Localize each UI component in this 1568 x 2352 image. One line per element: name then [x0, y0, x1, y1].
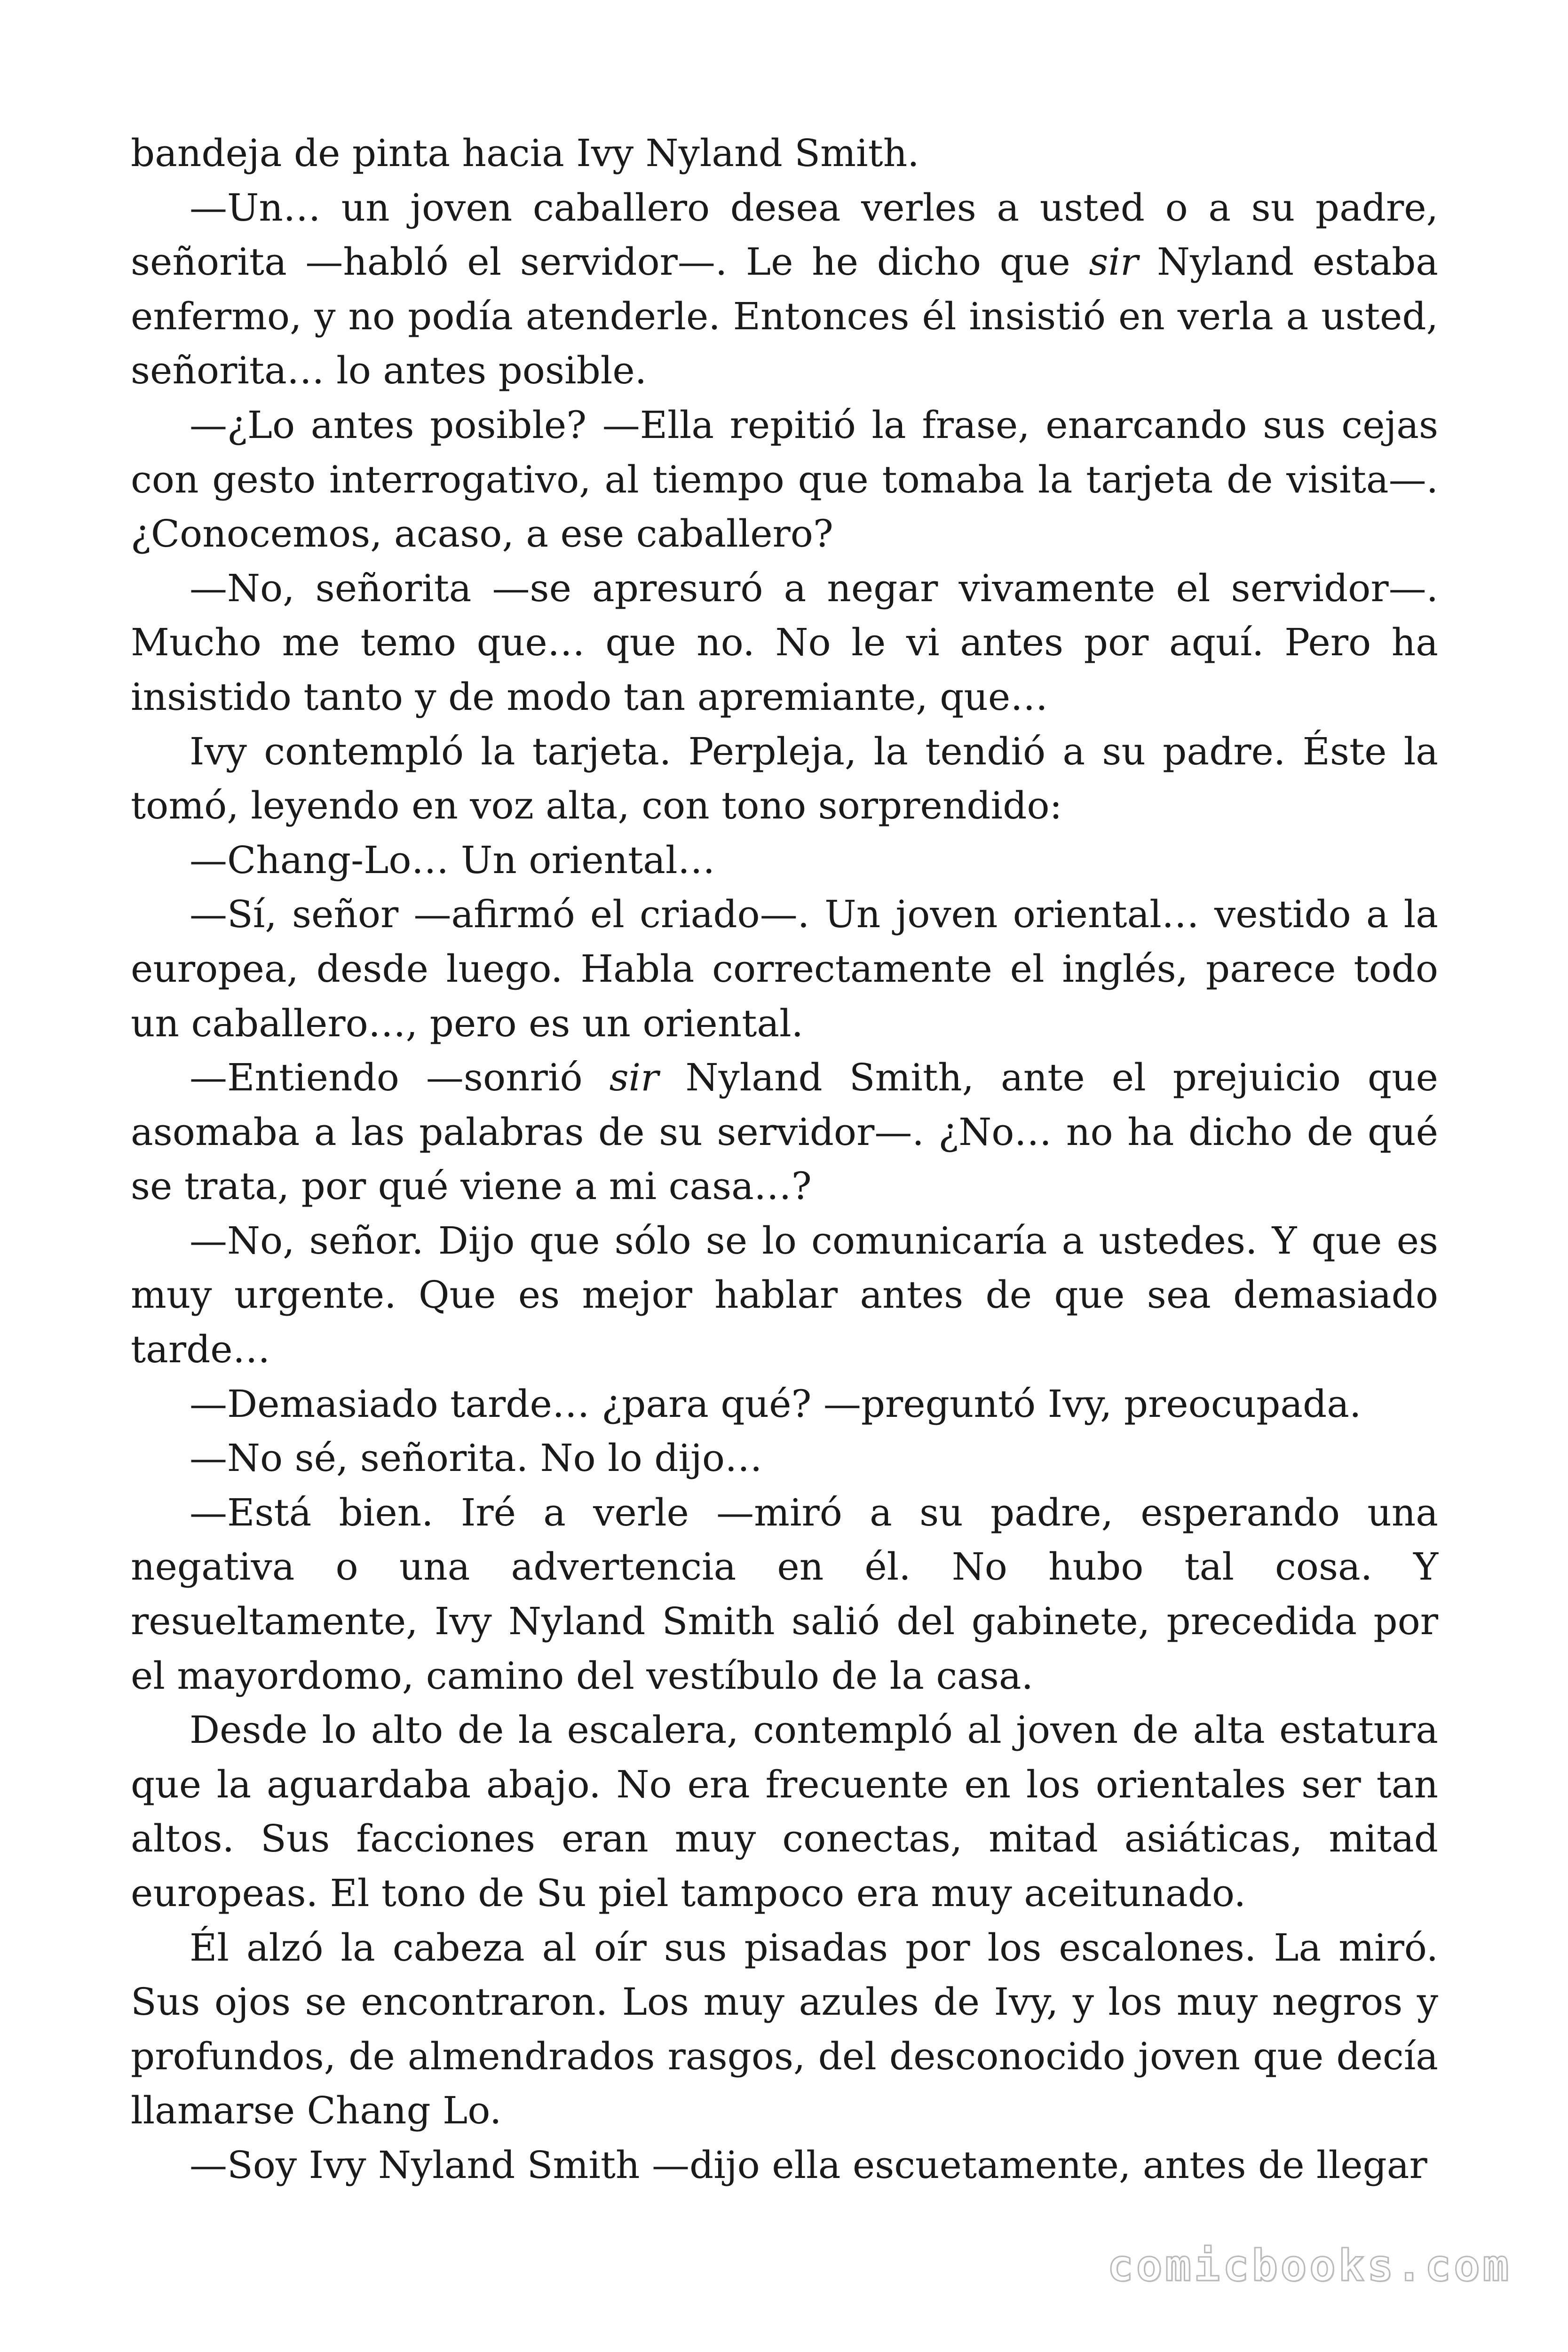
watermark: comicbooks.com [1107, 2241, 1512, 2291]
text-segment: —No sé, señorita. No lo dijo… [190, 1436, 763, 1480]
text-segment: —Entiendo —sonrió [190, 1056, 610, 1100]
body-text [131, 126, 1438, 2193]
text-segment: Nyland estaba enfermo, y no podía atenderle. Entonces él insistió en verla a usted, señorita… lo antes posible. [131, 240, 1438, 393]
paragraph [131, 833, 1438, 888]
text-segment: —Soy Ivy Nyland Smith —dijo ella escuetamente, antes de llegar [190, 2143, 1427, 2187]
paragraph [131, 181, 1438, 398]
paragraph [131, 1703, 1438, 1920]
paragraph [131, 1431, 1438, 1486]
text-segment: —No, señorita —se apresuró a negar vivamente el servidor—. Mucho me temo que… que no. No le vi antes por aquí. Pero ha insistido tanto y de modo tan apremiante, que… [131, 566, 1438, 719]
paragraph [131, 398, 1438, 561]
paragraph [131, 1050, 1438, 1214]
paragraph [131, 126, 1438, 181]
paragraph [131, 561, 1438, 724]
paragraph [131, 1921, 1438, 2138]
paragraph [131, 887, 1438, 1050]
text-segment: —Está bien. Iré a verle —miró a su padre, esperando una negativa o una advertencia en él. No hubo tal cosa. Y resueltamente, Ivy Nyland Smith salió del gabinete, precedida por el mayordomo, camino del vestíbulo de la casa. [131, 1490, 1438, 1698]
paragraph [131, 1214, 1438, 1377]
text-segment: —Demasiado tarde… ¿para qué? —preguntó Ivy, preocupada. [190, 1382, 1362, 1426]
text-segment: Nyland Smith, ante el prejuicio que asomaba a las palabras de su servidor—. ¿No… no ha dicho de qué se trata, por qué viene a mi casa…? [131, 1056, 1439, 1208]
text-segment: —No, señor. Dijo que sólo se lo comunicaría a ustedes. Y que es muy urgente. Que es mejor hablar antes de que sea demasiado tarde… [131, 1218, 1438, 1372]
text-segment: bandeja de pinta hacia Ivy Nyland Smith. [131, 131, 919, 175]
text-segment: —Un… un joven caballero desea verles a usted o a su padre, señorita —habló el servidor—. Le he dicho que [131, 185, 1438, 284]
text-segment: Desde lo alto de la escalera, contempló al joven de alta estatura que la aguardaba abajo. No era frecuente en los orientales ser tan altos. Sus facciones eran muy conectas, mitad asiáticas, mitad europeas. El tono de Su piel tampoco era muy aceitunado. [131, 1708, 1438, 1915]
paragraph [131, 1377, 1438, 1431]
text-segment: —Sí, señor —afirmó el criado—. Un joven oriental… vestido a la europea, desde luego. Habla correctamente el inglés, parece todo un caballero…, pero es un oriental. [131, 892, 1438, 1045]
italic-text: sir [609, 1056, 659, 1100]
text-segment: Ivy contempló la tarjeta. Perpleja, la tendió a su padre. Éste la tomó, leyendo en voz alta, con tono sorprendido: [131, 729, 1438, 828]
paragraph [131, 2138, 1438, 2193]
text-segment: Él alzó la cabeza al oír sus pisadas por los escalones. La miró. Sus ojos se encontraron. Los muy azules de Ivy, y los muy negros y profundos, de almendrados rasgos, del desconocido joven que decía llamarse Chang Lo. [131, 1925, 1438, 2133]
italic-text: sir [1089, 240, 1139, 284]
paragraph [131, 724, 1438, 833]
text-segment: —¿Lo antes posible? —Ella repitió la frase, enarcando sus cejas con gesto interrogativo, al tiempo que tomaba la tarjeta de visita—. ¿Conocemos, acaso, a ese caballero? [131, 403, 1438, 556]
paragraph [131, 1486, 1438, 1703]
text-segment: —Chang-Lo… Un oriental… [190, 838, 715, 882]
